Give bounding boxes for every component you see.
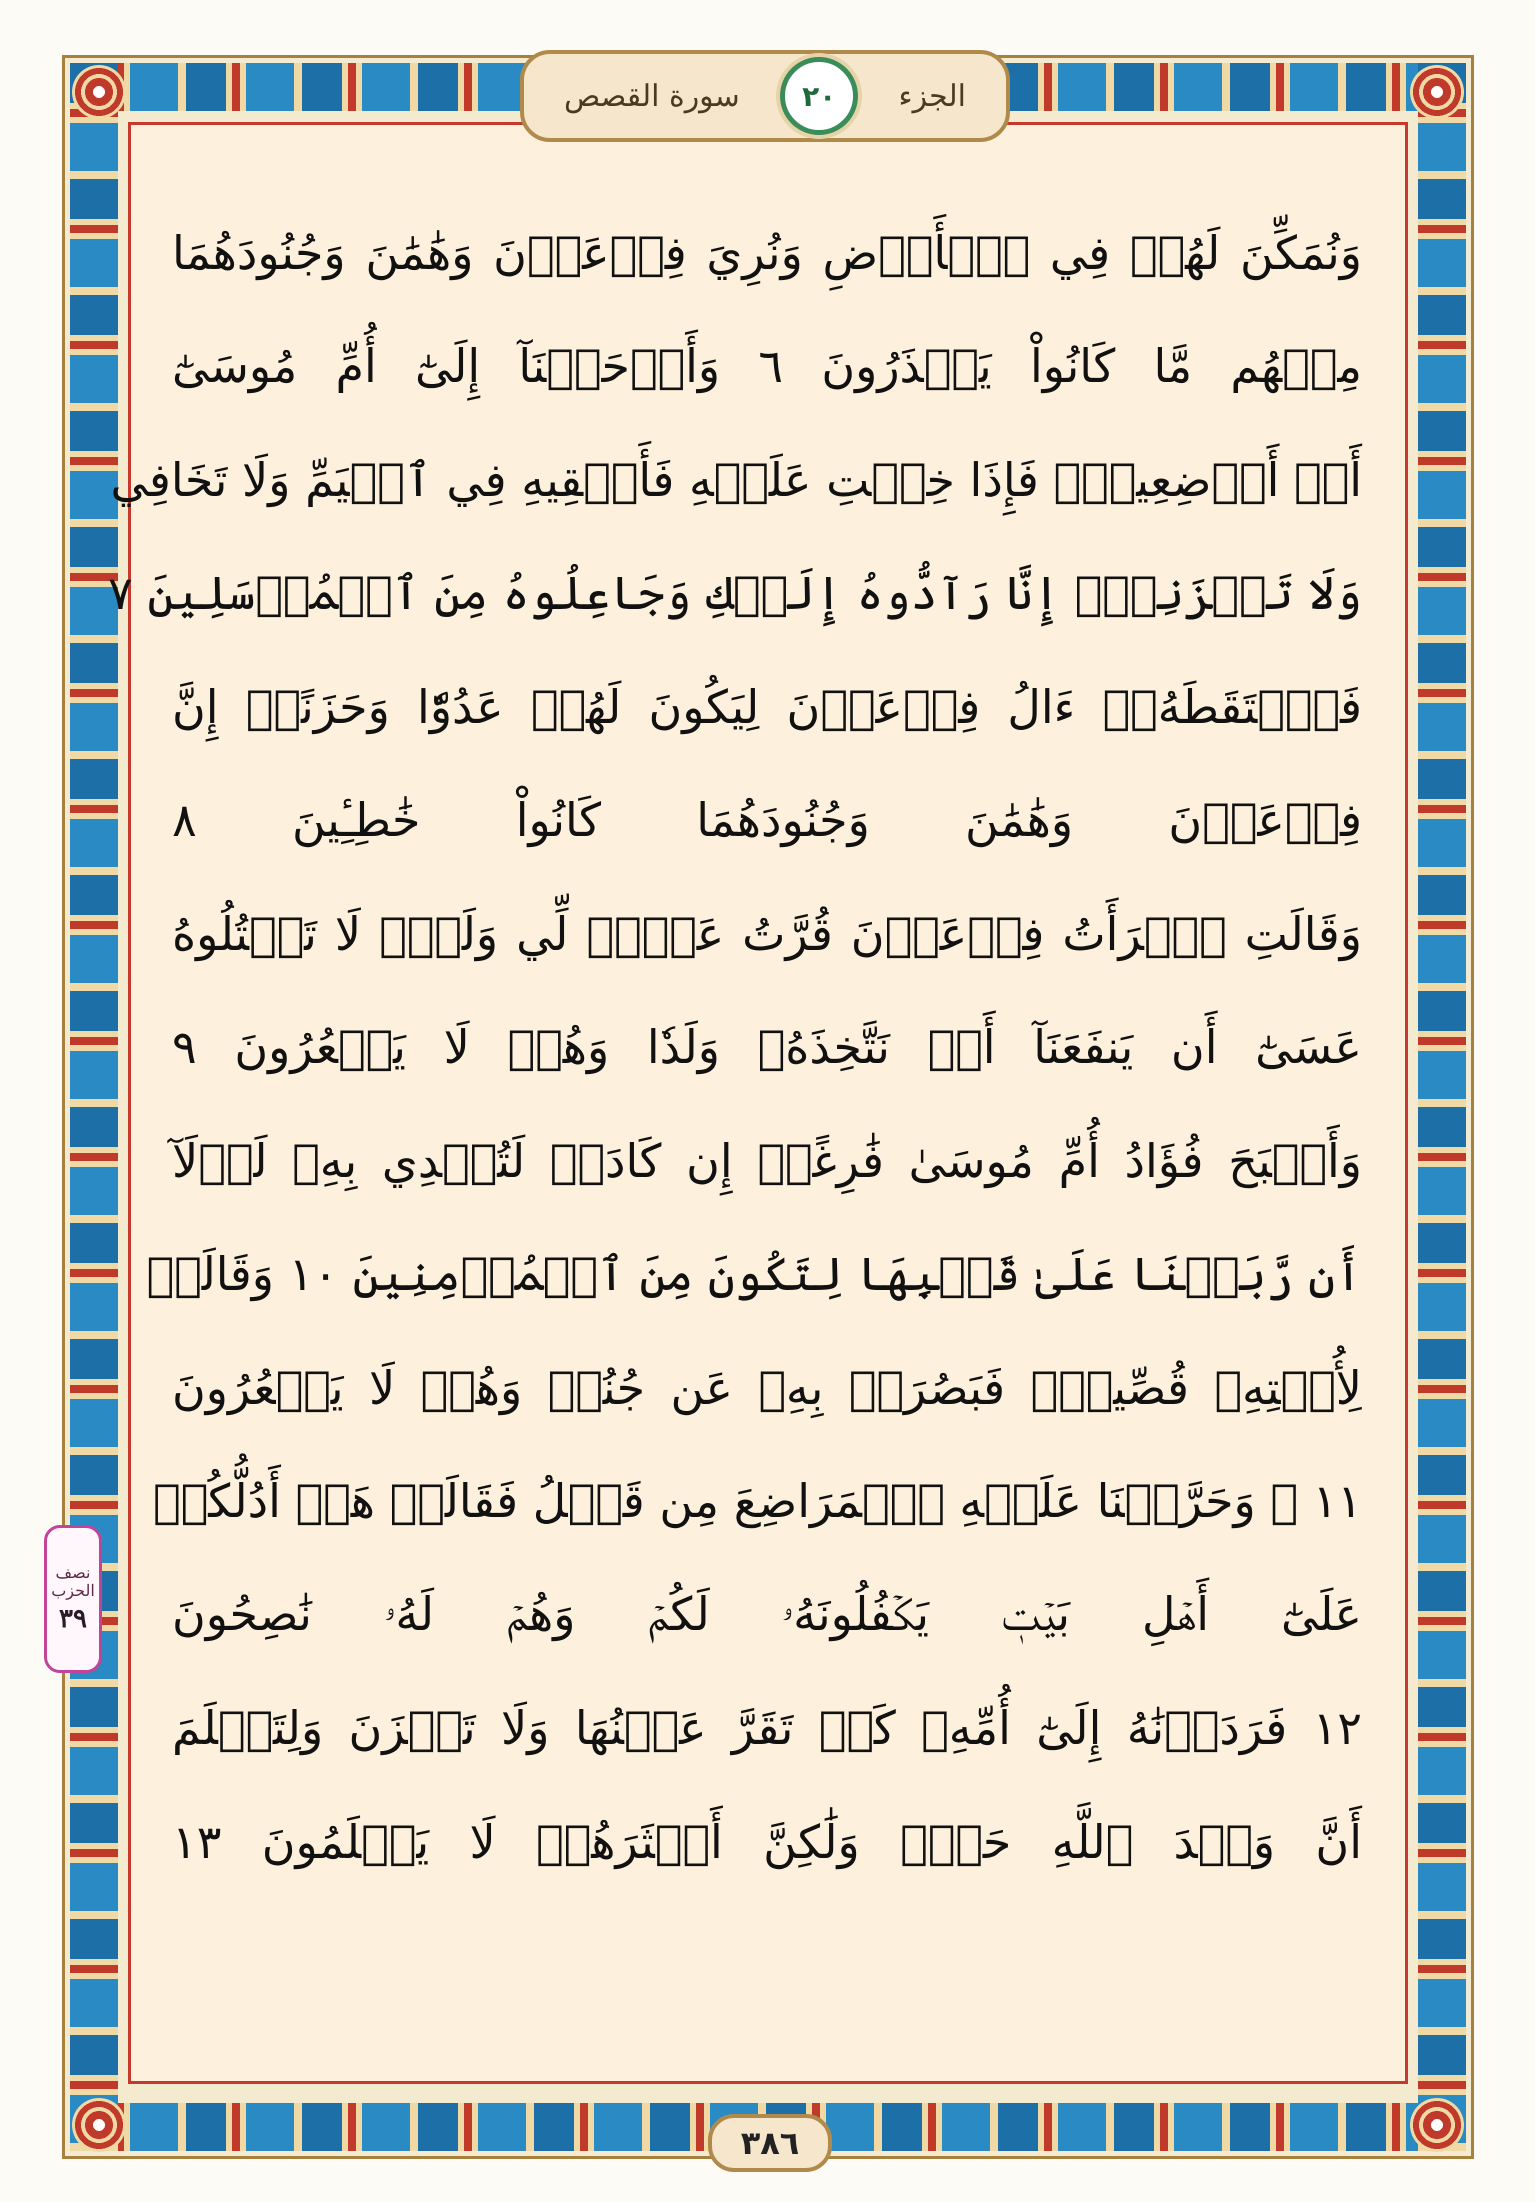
- verse-line: عَسَىٰٓ أَن يَنفَعَنَآ أَوۡ نَتَّخِذَهُۥ وَلَدٗا وَهُمۡ لَا يَشۡعُرُونَ ٩: [172, 1020, 1362, 1075]
- corner-rosette-icon: [1410, 2098, 1464, 2152]
- verse-line: فِرۡعَوۡنَ وَهَٰمَٰنَ وَجُنُودَهُمَا كَانُواْ خَٰطِـِٔينَ ٨: [172, 793, 1362, 848]
- verse-line: ١٢ فَرَدَدۡنَٰهُ إِلَىٰٓ أُمِّهِۦ كَيۡ تَقَرَّ عَيۡنُهَا وَلَا تَحۡزَنَ وَلِتَعۡلَمَ: [172, 1701, 1362, 1756]
- hizb-marker: [44, 1525, 102, 1673]
- verse-lines: [108, 196, 1363, 1899]
- hizb-fraction-label: نصف: [55, 1563, 91, 1582]
- hizb-number: ٣٩: [59, 1604, 87, 1634]
- left-ornament-band: [1418, 63, 1466, 2151]
- corner-rosette-icon: [72, 2098, 126, 2152]
- verse-line: أَنۡ أَرۡضِعِيهِۖ فَإِذَا خِفۡتِ عَلَيۡهِ فَأَلۡقِيهِ فِي ٱلۡيَمِّ وَلَا تَخَافِي: [110, 452, 1362, 507]
- verse-line: أَن رَّبَطۡنَا عَلَىٰ قَلۡبِهَا لِتَكُونَ مِنَ ٱلۡمُؤۡمِنِينَ ١٠ وَقَالَتۡ: [146, 1247, 1362, 1302]
- verse-line: وَلَا تَحۡزَنِيٓۖ إِنَّا رَآدُّوهُ إِلَيۡكِ وَجَاعِلُوهُ مِنَ ٱلۡمُرۡسَلِينَ ٧: [108, 566, 1362, 621]
- hizb-label: الحزب: [51, 1581, 95, 1600]
- page-number: ٣٨٦: [708, 2114, 832, 2172]
- verse-line: ١١ ۞ وَحَرَّمۡنَا عَلَيۡهِ ٱلۡمَرَاضِعَ مِن قَبۡلُ فَقَالَتۡ هَلۡ أَدُلُّكُمۡ: [153, 1474, 1362, 1529]
- juz-label: الجزء: [898, 78, 966, 114]
- juz-number-badge: ٢٠: [780, 57, 858, 135]
- verse-line: أَنَّ وَعۡدَ ٱللَّهِ حَقّٞ وَلَٰكِنَّ أَكۡثَرَهُمۡ لَا يَعۡلَمُونَ ١٣: [172, 1814, 1362, 1869]
- verse-line: وَأَصۡبَحَ فُؤَادُ أُمِّ مُوسَىٰ فَٰرِغًاۖ إِن كَادَتۡ لَتُبۡدِي بِهِۦ لَوۡلَآ: [172, 1133, 1362, 1188]
- page-header: [520, 50, 1010, 142]
- verse-line: مِنۡهُم مَّا كَانُواْ يَحۡذَرُونَ ٦ وَأَوۡحَيۡنَآ إِلَىٰٓ أُمِّ مُوسَىٰٓ: [172, 339, 1363, 394]
- verse-line: فَٱلۡتَقَطَهُۥٓ ءَالُ فِرۡعَوۡنَ لِيَكُونَ لَهُمۡ عَدُوّٗا وَحَزَنًاۗ إِنَّ: [172, 679, 1362, 734]
- corner-rosette-icon: [72, 65, 126, 119]
- verse-line: وَقَالَتِ ٱمۡرَأَتُ فِرۡعَوۡنَ قُرَّتُ عَيۡنٖ لِّي وَلَكَۖ لَا تَقۡتُلُوهُ: [172, 906, 1362, 961]
- verse-line: لِأُخۡتِهِۦ قُصِّيهِۖ فَبَصُرَتۡ بِهِۦ عَن جُنُبٖ وَهُمۡ لَا يَشۡعُرُونَ: [172, 1360, 1362, 1415]
- right-ornament-band: [70, 63, 118, 2151]
- verse-line: وَنُمَكِّنَ لَهُمۡ فِي ٱلۡأَرۡضِ وَنُرِيَ فِرۡعَوۡنَ وَهَٰمَٰنَ وَجُنُودَهُمَا: [172, 225, 1362, 280]
- surah-title: سورة القصص: [564, 78, 740, 114]
- verse-line: عَلَىٰٓ أَهۡلِ بَيۡتٖ يَكۡفُلُونَهُۥ لَكُمۡ وَهُمۡ لَهُۥ نَٰصِحُونَ: [172, 1586, 1362, 1641]
- corner-rosette-icon: [1410, 65, 1464, 119]
